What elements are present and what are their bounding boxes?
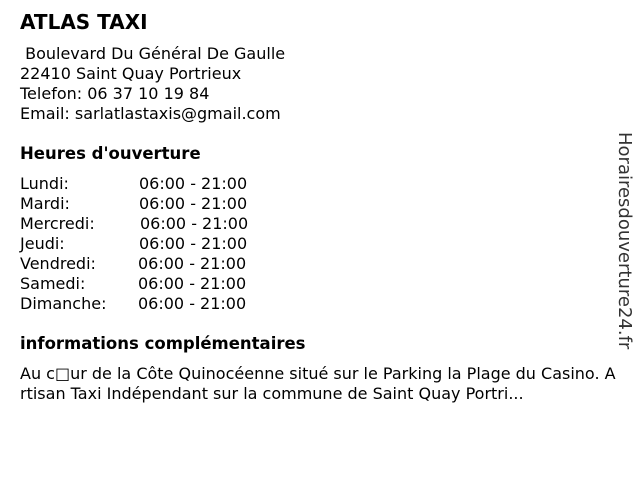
hours-day: Mardi: — [20, 194, 70, 213]
business-name: ATLAS TAXI — [20, 10, 148, 34]
opening-hours-heading: Heures d'ouverture — [20, 144, 201, 163]
hours-time: 06:00 - 21:00 — [138, 254, 247, 273]
hours-row — [20, 254, 280, 274]
watermark-text: Horairesdouverture24.fr — [614, 132, 635, 350]
info-text: Au c□ur de la Côte Quinocéenne situé sur le Parking la Plage du Casino. Artisan Taxi Indépendant sur la commune de Saint Quay Portri... — [20, 364, 616, 403]
hours-day: Jeudi: — [20, 234, 65, 253]
hours-time: 06:00 - 21:00 — [139, 174, 248, 193]
hours-row — [20, 234, 280, 254]
hours-day: Mercredi: — [20, 214, 95, 233]
hours-day: Samedi: — [20, 274, 86, 293]
info-heading: informations complémentaires — [20, 334, 306, 353]
hours-time: 06:00 - 21:00 — [139, 194, 248, 213]
email-line: Email: sarlatlastaxis@gmail.com — [20, 104, 281, 123]
address-line-1: Boulevard Du Général De Gaulle — [20, 44, 286, 63]
hours-time: 06:00 - 21:00 — [138, 294, 247, 313]
hours-row — [20, 294, 280, 314]
hours-row — [20, 174, 280, 194]
hours-day: Dimanche: — [20, 294, 107, 313]
address-line-2: 22410 Saint Quay Portrieux — [20, 64, 242, 83]
opening-hours-table — [20, 174, 280, 314]
hours-day: Lundi: — [20, 174, 69, 193]
hours-time: 06:00 - 21:00 — [138, 274, 247, 293]
hours-row — [20, 214, 280, 234]
hours-row — [20, 274, 280, 294]
hours-time: 06:00 - 21:00 — [139, 234, 248, 253]
hours-day: Vendredi: — [20, 254, 96, 273]
hours-time: 06:00 - 21:00 — [140, 214, 249, 233]
phone-line: Telefon: 06 37 10 19 84 — [20, 84, 210, 103]
hours-row — [20, 194, 280, 214]
